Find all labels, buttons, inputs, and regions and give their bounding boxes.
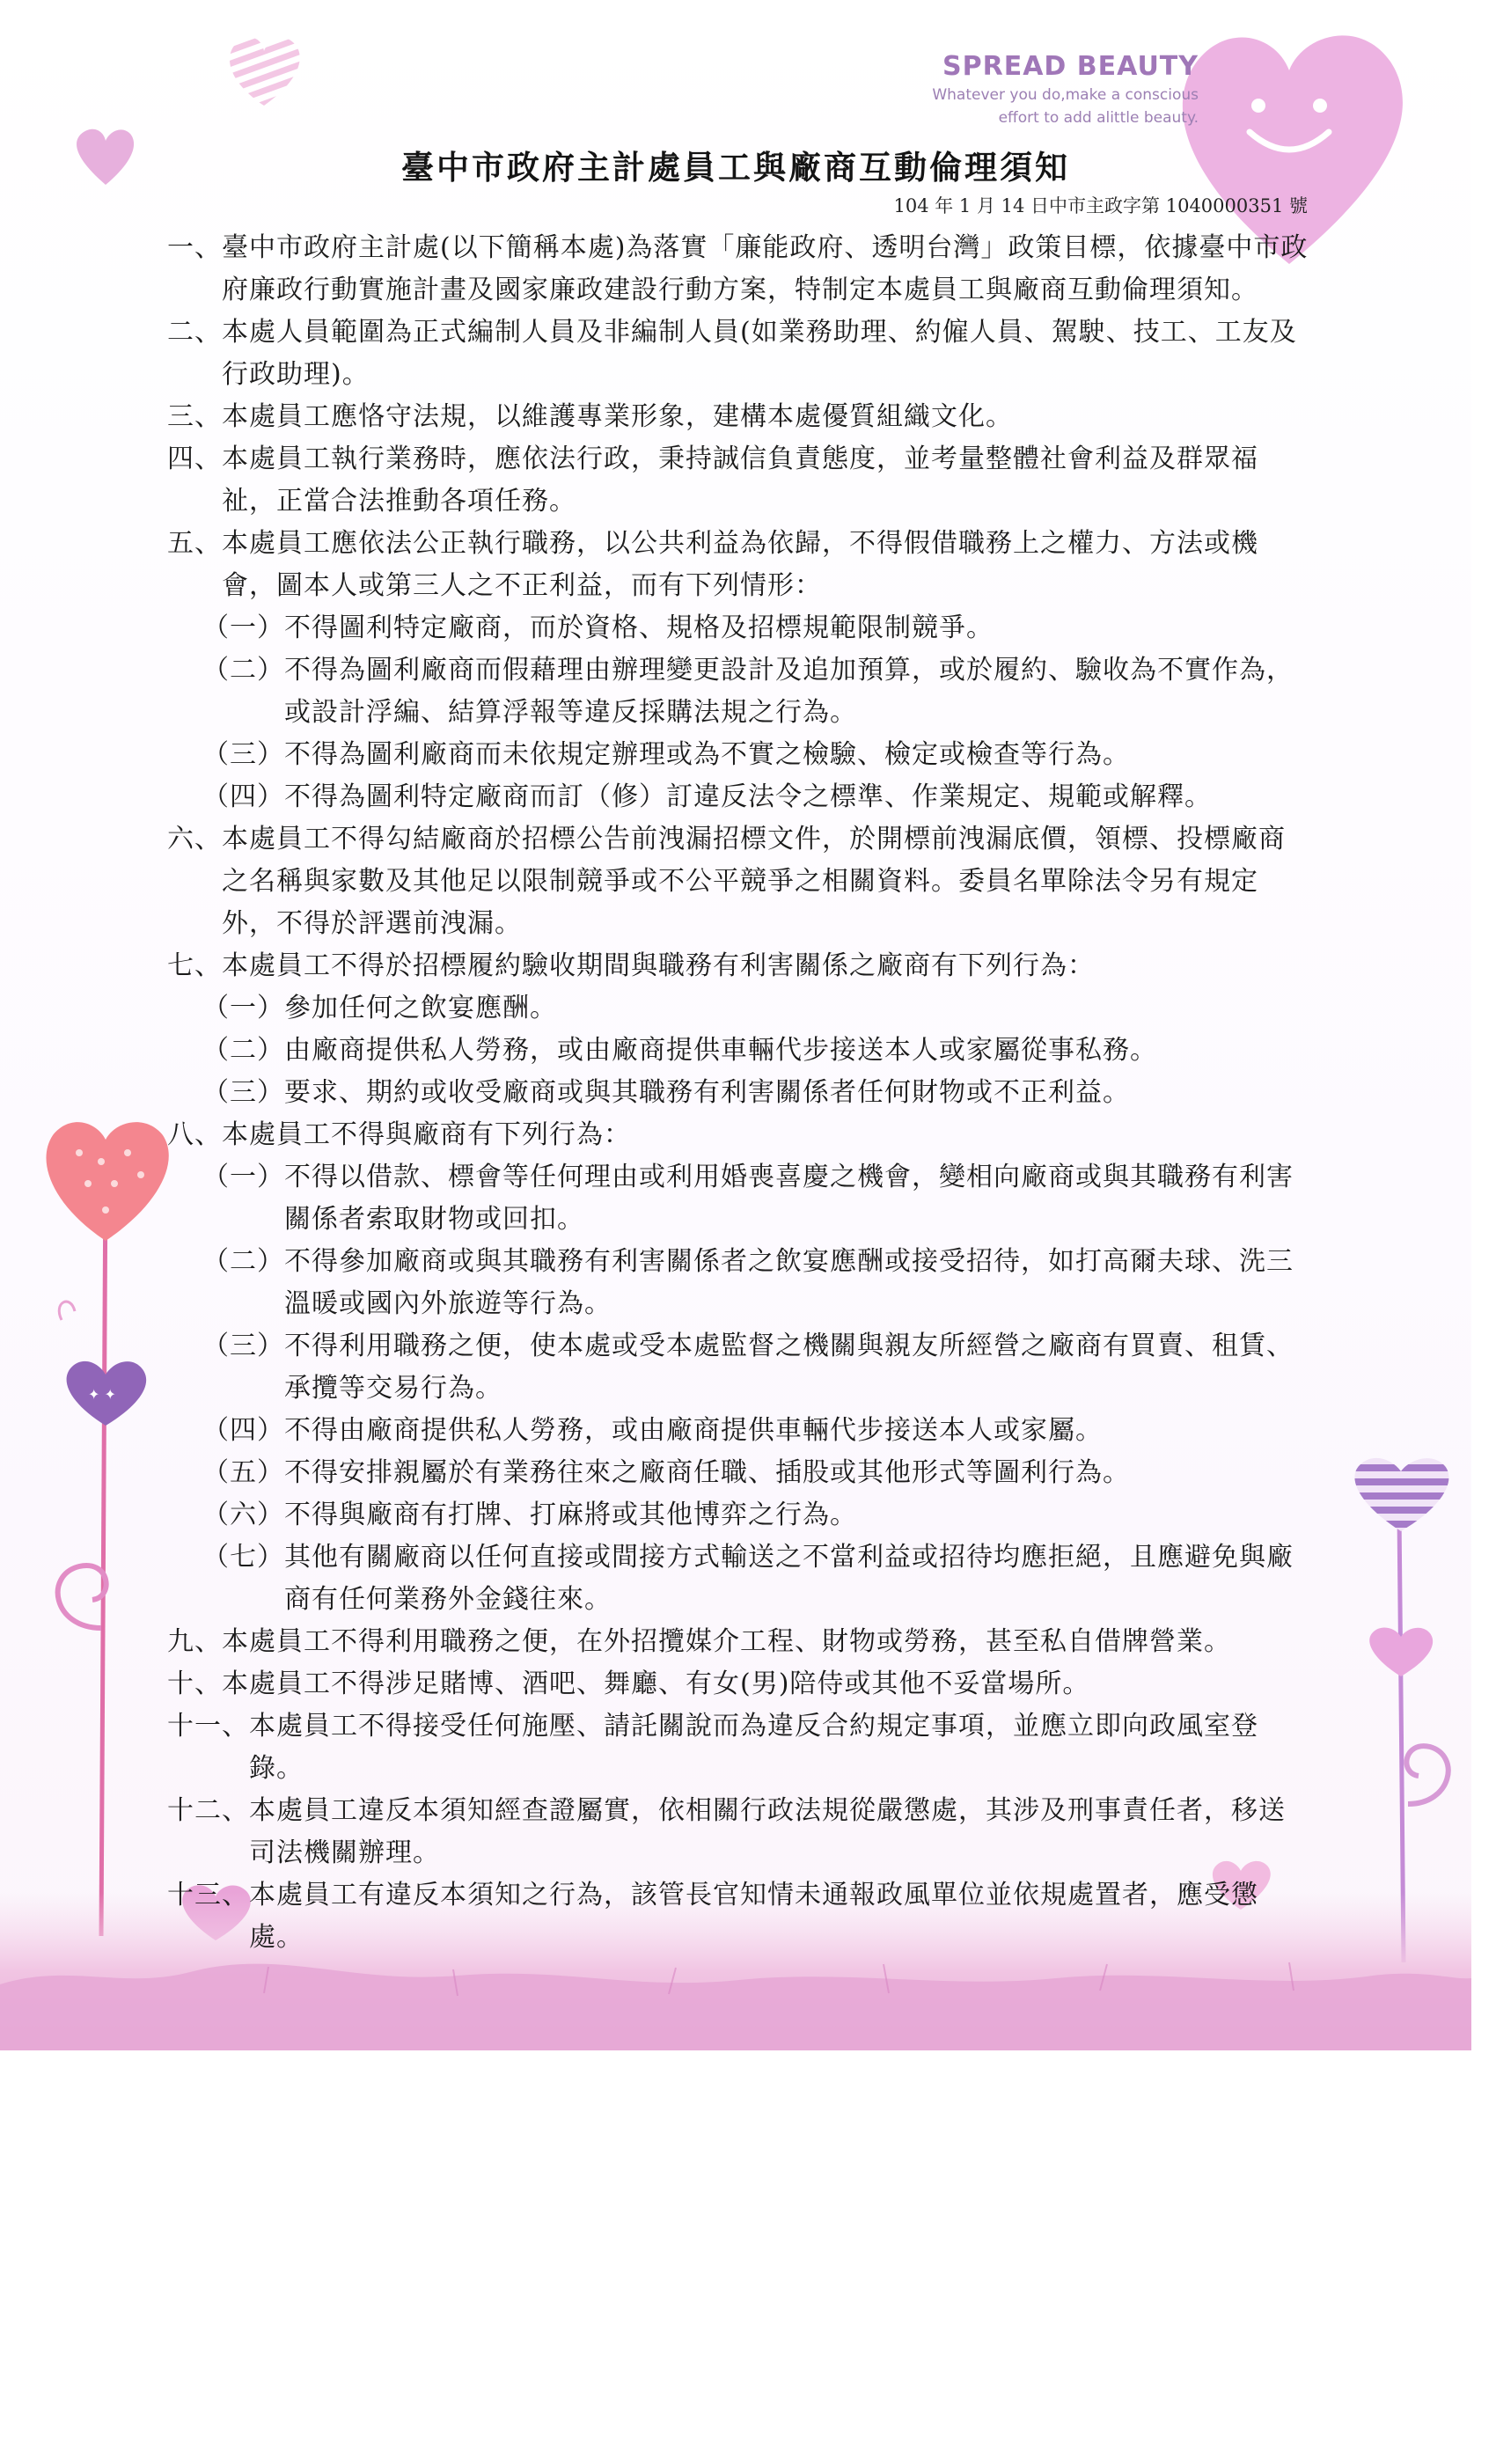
item-11 [167, 1705, 1311, 1790]
sub-text: 其他有關廠商以任何直接或間接方式輸送之不當利益或招待均應拒絕，且應避免與廠商有任何業務外金錢往來。 [284, 1542, 1294, 1615]
item-number: 十三、 [167, 1880, 249, 1910]
sub-text: 由廠商提供私人勞務，或由廠商提供車輛代步接送本人或家屬從事私務。 [284, 1035, 1157, 1066]
item-text: 本處員工不得利用職務之便，在外招攬媒介工程、財物或勞務，甚至私自借牌營業。 [222, 1626, 1231, 1657]
purple-striped-heart-icon [1354, 1458, 1448, 1531]
sub-number: （七） [202, 1542, 284, 1573]
item-text: 本處人員範圍為正式編制人員及非編制人員(如業務助理、約僱人員、駕駛、技工、工友及行政助理)。 [222, 317, 1297, 390]
sub-number: （四） [202, 781, 284, 812]
brand-tagline-2: effort to add alittle beauty. [998, 109, 1199, 127]
item-5 [167, 523, 1311, 607]
sub-text: 不得利用職務之便，使本處或受本處監督之機關與親友所經營之廠商有買賣、租賃、承攬等交易行為。 [284, 1331, 1294, 1404]
item-text: 本處員工應恪守法規，以維護專業形象，建構本處優質組織文化。 [222, 401, 1013, 432]
item-13 [167, 1874, 1311, 1959]
item-9 [167, 1621, 1311, 1663]
sub-number: （一） [202, 1162, 284, 1192]
item-10 [167, 1663, 1311, 1705]
document-number: 104 年 1 月 14 日中市主政字第 1040000351 號 [893, 195, 1308, 216]
document-body [167, 227, 1311, 1959]
item-5-sub-4 [167, 776, 1311, 818]
sub-text: 不得以借款、標會等任何理由或利用婚喪喜慶之機會，變相向廠商或與其職務有利害關係者索取財物或回扣。 [284, 1162, 1294, 1235]
sub-number: （二） [202, 1035, 284, 1066]
sub-text: 不得參加廠商或與其職務有利害關係者之飲宴應酬或接受招待，如打高爾夫球、洗三溫暖或國內外旅遊等行為。 [284, 1246, 1294, 1319]
sub-text: 不得為圖利廠商而未依規定辦理或為不實之檢驗、檢定或檢查等行為。 [284, 739, 1130, 770]
item-7 [167, 945, 1311, 987]
item-text: 本處員工不得於招標履約驗收期間與職務有利害關係之廠商有下列行為： [222, 950, 1095, 981]
sub-number: （三） [202, 739, 284, 770]
item-number: 四、 [167, 444, 222, 474]
sub-number: （四） [202, 1415, 284, 1446]
item-number: 二、 [167, 317, 222, 348]
item-number: 九、 [167, 1626, 222, 1657]
brand-tagline-1: Whatever you do,make a conscious [932, 86, 1199, 104]
item-text: 本處員工執行業務時，應依法行政，秉持誠信負責態度，並考量整體社會利益及群眾福祉，正當合法推動各項任務。 [222, 444, 1258, 517]
item-5-sub-1 [167, 607, 1311, 649]
item-4 [167, 438, 1311, 523]
item-2 [167, 312, 1311, 396]
item-number: 一、 [167, 232, 222, 263]
sub-text: 不得圖利特定廠商，而於資格、規格及招標規範限制競爭。 [284, 612, 994, 643]
item-7-sub-1 [167, 987, 1311, 1030]
item-8 [167, 1114, 1311, 1156]
brand-name: SPREAD BEAUTY [942, 51, 1199, 82]
item-6 [167, 818, 1311, 945]
sub-number: （六） [202, 1500, 284, 1530]
item-number: 七、 [167, 950, 222, 981]
item-8-sub-5 [167, 1452, 1311, 1494]
item-12 [167, 1790, 1311, 1874]
sub-number: （三） [202, 1331, 284, 1361]
item-5-sub-2 [167, 649, 1311, 734]
item-5-sub-3 [167, 734, 1311, 776]
sub-number: （五） [202, 1457, 284, 1488]
sub-text: 要求、期約或收受廠商或與其職務有利害關係者任何財物或不正利益。 [284, 1077, 1130, 1108]
item-number: 三、 [167, 401, 222, 432]
striped-heart-icon [230, 37, 300, 106]
item-text: 本處員工應依法公正執行職務，以公共利益為依歸，不得假借職務上之權力、方法或機會，圖本人或第三人之不正利益，而有下列情形： [222, 528, 1258, 601]
coral-dotted-heart-icon [47, 1122, 169, 1241]
sub-text: 不得與廠商有打牌、打麻將或其他博弈之行為。 [284, 1500, 857, 1530]
brand-logo [932, 51, 1199, 128]
item-3 [167, 396, 1311, 438]
item-number: 十一、 [167, 1711, 249, 1742]
sub-number: （二） [202, 655, 284, 686]
sub-number: （二） [202, 1246, 284, 1277]
item-number: 六、 [167, 824, 222, 854]
sub-text: 不得為圖利廠商而假藉理由辦理變更設計及追加預算，或於履約、驗收為不實作為，或設計浮編、結算浮報等違反採購法規之行為。 [284, 655, 1294, 728]
item-1 [167, 227, 1311, 312]
item-8-sub-7 [167, 1536, 1311, 1621]
item-8-sub-4 [167, 1410, 1311, 1452]
item-text: 本處員工不得與廠商有下列行為： [222, 1119, 631, 1150]
item-8-sub-2 [167, 1241, 1311, 1325]
item-text: 臺中市政府主計處(以下簡稱本處)為落實「廉能政府、透明台灣」政策目標，依據臺中市政府廉政行動實施計畫及國家廉政建設行動方案，特制定本處員工與廠商互動倫理須知。 [222, 232, 1309, 305]
item-number: 十、 [167, 1668, 222, 1699]
item-text: 本處員工不得涉足賭博、酒吧、舞廳、有女(男)陪侍或其他不妥當場所。 [222, 1668, 1090, 1699]
sub-text: 不得由廠商提供私人勞務，或由廠商提供車輛代步接送本人或家屬。 [284, 1415, 1103, 1446]
item-8-sub-1 [167, 1156, 1311, 1241]
item-number: 五、 [167, 528, 222, 559]
sub-number: （三） [202, 1077, 284, 1108]
sub-text: 不得安排親屬於有業務往來之廠商任職、插股或其他形式等圖利行為。 [284, 1457, 1130, 1488]
item-7-sub-3 [167, 1072, 1311, 1114]
item-8-sub-3 [167, 1325, 1311, 1410]
item-number: 八、 [167, 1119, 222, 1150]
swirl-icon [58, 1566, 106, 1628]
sub-number: （一） [202, 612, 284, 643]
item-8-sub-6 [167, 1494, 1311, 1536]
item-text: 本處員工不得接受任何施壓、請託關說而為違反合約規定事項，並應立即向政風室登錄。 [249, 1711, 1258, 1784]
item-text: 本處員工違反本須知經查證屬實，依相關行政法規從嚴懲處，其涉及刑事責任者，移送司法機關辦理。 [249, 1795, 1286, 1868]
sub-number: （一） [202, 993, 284, 1023]
item-number: 十二、 [167, 1795, 249, 1826]
svg-text:✦ ✦: ✦ ✦ [88, 1386, 116, 1403]
item-text: 本處員工有違反本須知之行為，該管長官知情未通報政風單位並依規處置者，應受懲處。 [249, 1880, 1258, 1953]
sub-text: 不得為圖利特定廠商而訂（修）訂違反法令之標準、作業規定、規範或解釋。 [284, 781, 1212, 812]
item-text: 本處員工不得勾結廠商於招標公告前洩漏招標文件，於開標前洩漏底價，領標、投標廠商之名稱與家數及其他足以限制競爭或不公平競爭之相關資料。委員名單除法令另有規定外，不得於評選前洩漏。 [222, 824, 1286, 939]
sub-text: 參加任何之飲宴應酬。 [284, 993, 557, 1023]
document-title: 臺中市政府主計處員工與廠商互動倫理須知 [401, 148, 1070, 187]
item-7-sub-2 [167, 1030, 1311, 1072]
